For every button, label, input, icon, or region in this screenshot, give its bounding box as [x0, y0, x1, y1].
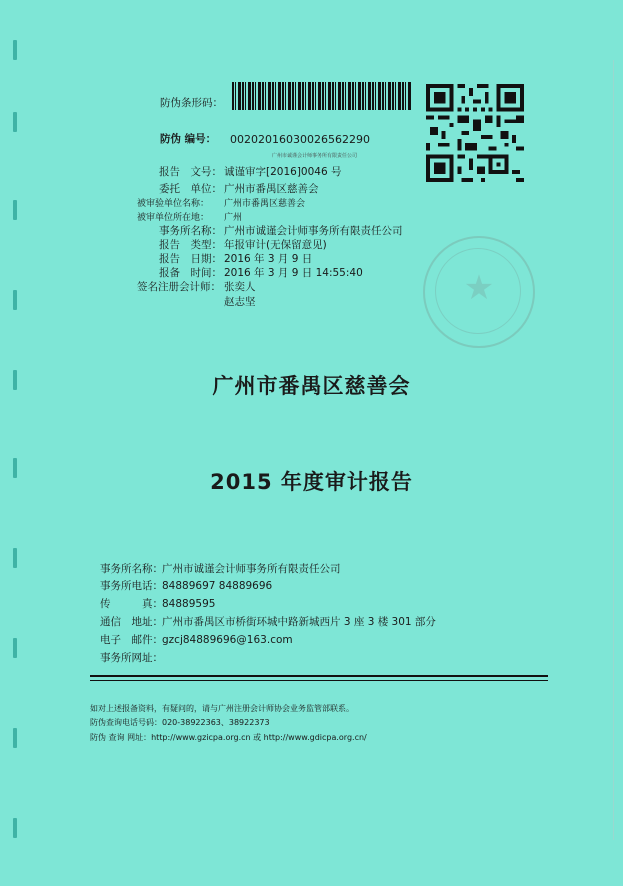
- firm-row: 事务所电话：84889697 84889696: [100, 580, 273, 592]
- binder-mark: [13, 638, 17, 658]
- organization-title: 广州市番禺区慈善会: [212, 374, 411, 398]
- barcode-label: 防伪条形码：: [160, 97, 223, 109]
- info-row: 报告 文号： 诚谨审字[2016]0046 号: [159, 166, 342, 178]
- firm-row: 通信 地址：广州市番禺区市桥街环城中路新城西片 3 座 3 楼 301 部分: [100, 616, 436, 628]
- info-row: 签名注册会计师： 张奕人: [137, 281, 256, 293]
- barcode-image: [232, 82, 412, 110]
- binder-mark: [13, 548, 17, 568]
- binder-mark: [13, 112, 17, 132]
- info-row: 报告 日期： 2016 年 3 月 9 日: [159, 253, 313, 265]
- binder-mark: [13, 728, 17, 748]
- firm-row: 传 真：84889595: [100, 598, 216, 610]
- info-row: 被审单位所在地： 广州: [137, 213, 243, 223]
- divider-rule: [90, 675, 548, 677]
- report-title: 2015 年度审计报告: [210, 470, 413, 494]
- info-row: 被审验单位名称： 广州市番禺区慈善会: [137, 199, 306, 209]
- info-row: 事务所名称： 广州市诚谨会计师事务所有限责任公司: [159, 225, 403, 237]
- info-row: 报备 时间： 2016 年 3 月 9 日 14:55:40: [159, 267, 363, 279]
- firm-row: 事务所网址：: [100, 652, 163, 664]
- firm-row: 事务所名称：广州市诚谨会计师事务所有限责任公司: [100, 563, 341, 575]
- official-seal-watermark: ★: [423, 236, 535, 348]
- binder-mark: [13, 40, 17, 60]
- security-code-label: 防伪 编号：: [160, 133, 217, 145]
- footer-url: 防伪 查询 网址：http://www.gzicpa.org.cn 或 http://www.gdicpa.org.cn/: [90, 733, 367, 742]
- info-row: 报告 类型： 年报审计(无保留意见): [159, 239, 327, 251]
- signer-name: 赵志坚: [224, 296, 256, 308]
- binder-mark: [13, 290, 17, 310]
- security-code-value: 00202016030026562290: [230, 133, 370, 146]
- firm-row: 电子 邮件：gzcj84889696@163.com: [100, 634, 293, 646]
- qr-code-image: [426, 84, 524, 182]
- binder-mark: [13, 818, 17, 838]
- binder-mark: [13, 200, 17, 220]
- footer-phone: 防伪查询电话号码：020-38922363、38922373: [90, 718, 270, 727]
- info-row: 委托 单位： 广州市番禺区慈善会: [159, 183, 319, 195]
- page-edge-line: [613, 60, 614, 840]
- footer-contact-note: 如对上述报备资料，有疑问的，请与广州注册会计师协会业务监管部联系。: [90, 704, 354, 713]
- security-code-subtext: 广州市诚谨会计师事务所有限责任公司: [272, 153, 358, 159]
- divider-rule: [90, 680, 548, 681]
